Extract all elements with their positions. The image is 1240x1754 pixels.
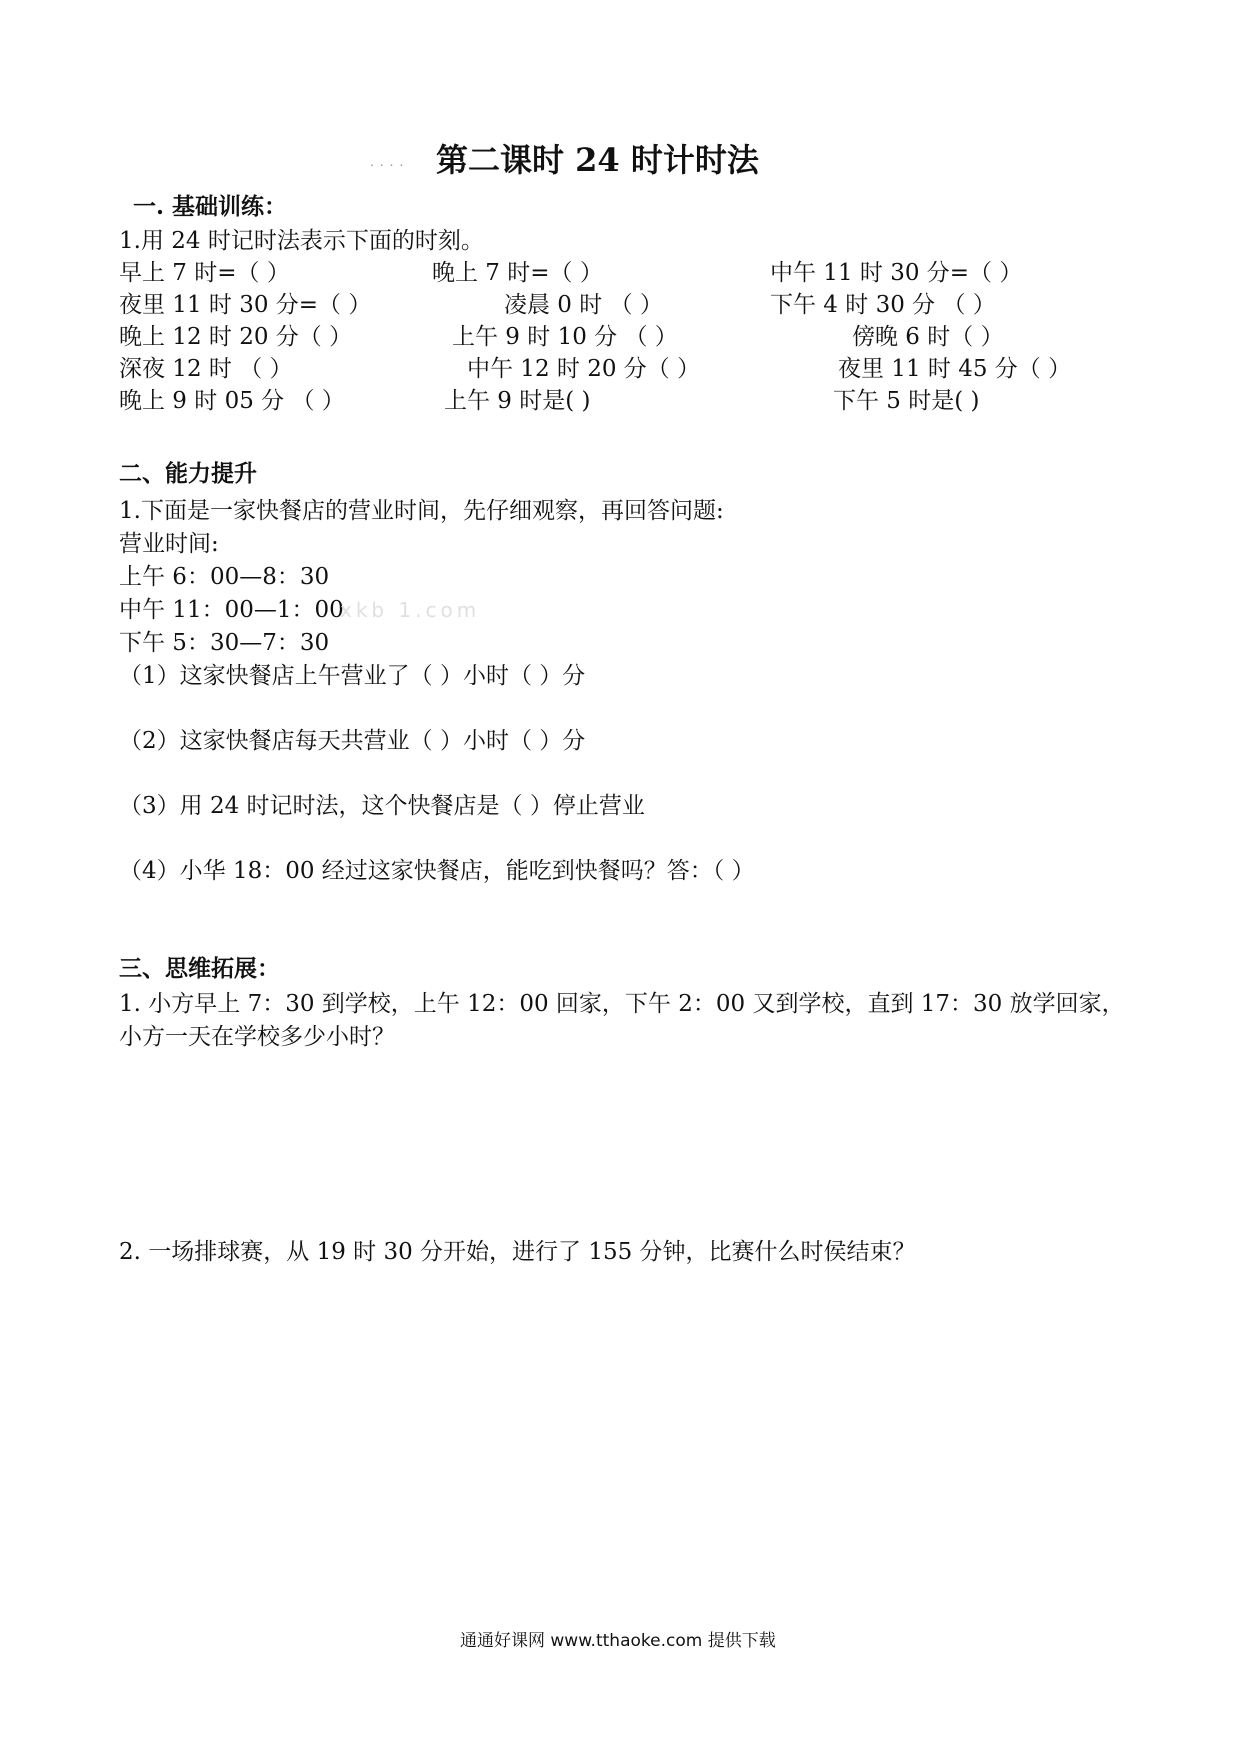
question-1: （1）这家快餐店上午营业了（ ）小时（ ）分 [119,663,586,689]
problem-2: 2. 一场排球赛，从 19 时 30 分开始，进行了 155 分钟，比赛什么时侯结束？ [119,1239,916,1265]
section2-heading: 二、能力提升 [119,460,257,487]
fill-item: 中午 12 时 20 分（ ） [467,356,701,382]
title-dots: .... [370,155,410,169]
hours-evening: 下午 5：30—7：30 [119,630,330,656]
fill-item: 晚上 12 时 20 分（ ） [119,324,353,350]
section2-intro: 1.下面是一家快餐店的营业时间，先仔细观察，再回答问题: [119,498,724,524]
hours-noon: 中午 11：00—1：00 [119,597,344,623]
fill-item: 下午 5 时是( ) [833,388,980,414]
fill-item: 中午 11 时 30 分=（ ） [770,260,1023,286]
fill-item: 晚上 9 时 05 分 （ ） [119,388,345,414]
fill-item: 上午 9 时 10 分 （ ） [452,324,678,350]
question-3: （3）用 24 时记时法，这个快餐店是（ ）停止营业 [119,793,645,819]
problem-1-line2: 小方一天在学校多少小时？ [119,1024,395,1050]
problem-1-line1: 1. 小方早上 7：30 到学校，上午 12：00 回家，下午 2：00 又到学校，直到 17：30 放学回家， [119,991,1125,1017]
hours-morning: 上午 6：00—8：30 [119,564,330,590]
question-2: （2）这家快餐店每天共营业（ ）小时（ ）分 [119,728,586,754]
fill-item: 上午 9 时是( ) [444,388,591,414]
section1-heading: 一. 基础训练： [133,193,288,220]
fill-item: 凌晨 0 时 （ ） [504,292,663,318]
hours-label: 营业时间: [119,531,219,557]
fill-item: 早上 7 时=（ ） [119,260,290,286]
fill-item: 夜里 11 时 45 分（ ） [838,356,1072,382]
page-title: 第二课时 24 时计时法 [436,141,759,179]
section3-heading: 三、思维拓展： [119,955,280,982]
question-4: （4）小华 18：00 经过这家快餐店，能吃到快餐吗？答：（ ） [119,858,755,884]
fill-item: 傍晚 6 时（ ） [852,324,1004,350]
watermark: xkb 1.com [340,598,481,622]
fill-item: 下午 4 时 30 分 （ ） [770,292,996,318]
fill-item: 夜里 11 时 30 分=（ ） [119,292,372,318]
section1-question: 1.用 24 时记时法表示下面的时刻。 [119,228,484,254]
fill-item: 晚上 7 时=（ ） [432,260,603,286]
fill-item: 深夜 12 时 （ ） [119,356,293,382]
footer-text: 通通好课网 www.tthaoke.com 提供下载 [460,1631,776,1651]
